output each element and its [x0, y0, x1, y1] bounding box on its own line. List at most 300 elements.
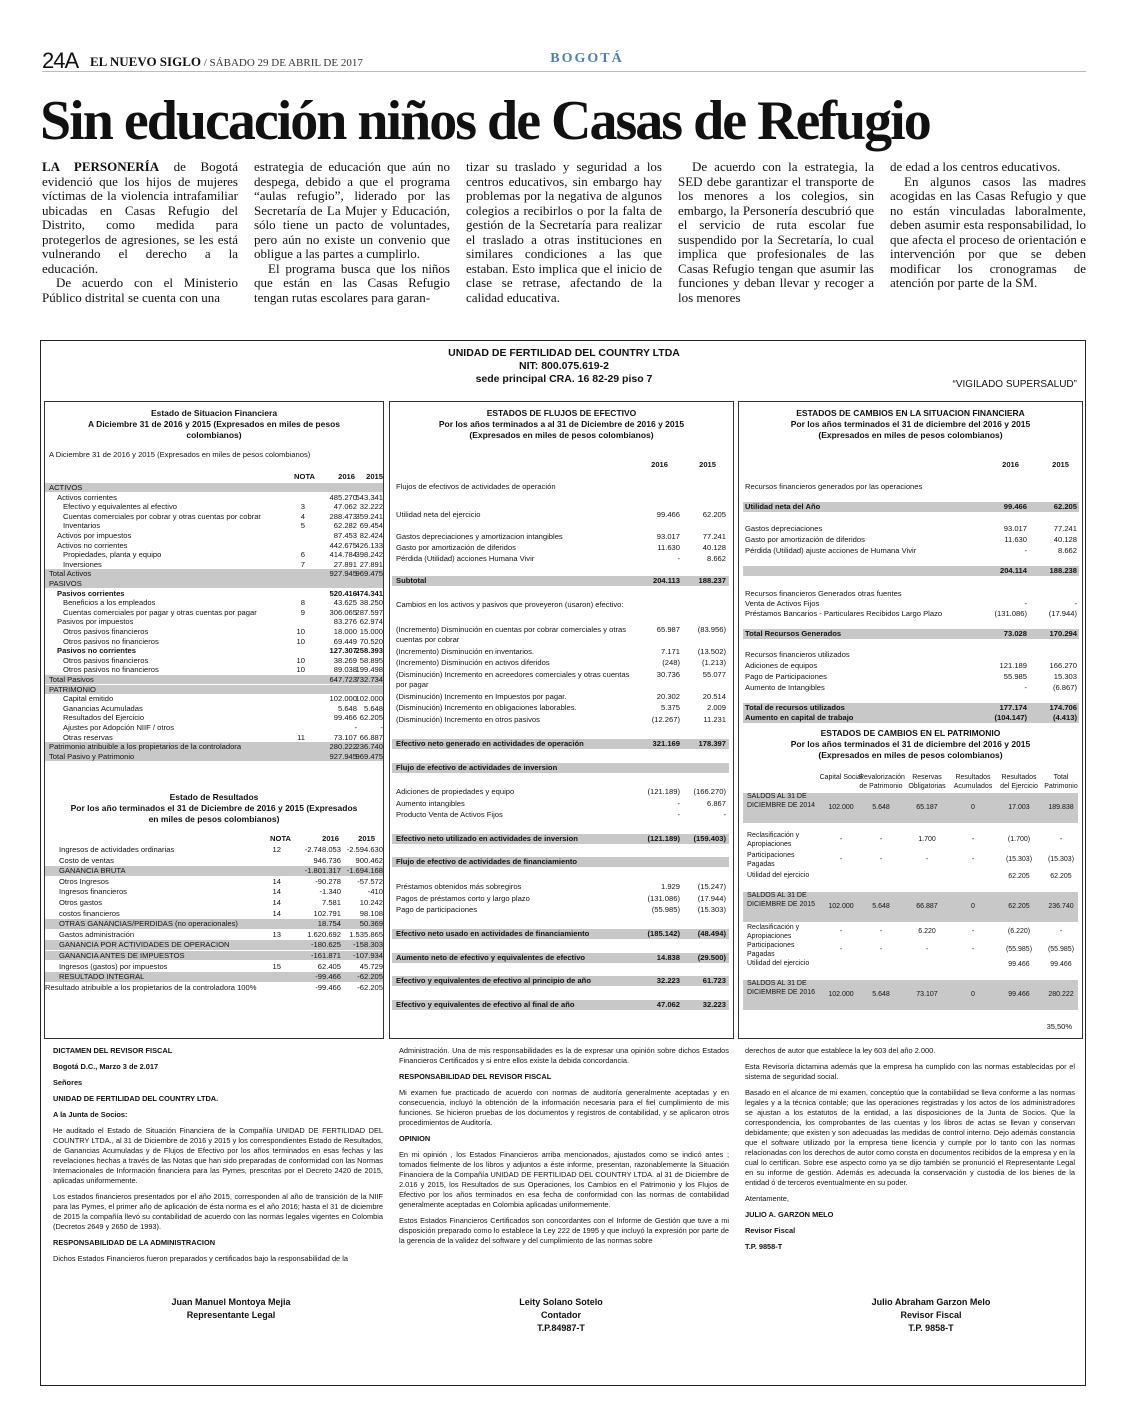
table-row — [743, 703, 1079, 713]
row-value-2016: 121.189 — [999, 661, 1027, 670]
table-row — [45, 550, 383, 559]
table-row — [743, 650, 1079, 660]
equity-value: - — [879, 855, 883, 863]
row-value-2015: 178.397 — [698, 739, 726, 748]
paragraph — [42, 160, 238, 276]
equity-value: 62.205 — [1008, 872, 1030, 880]
table-row — [45, 919, 383, 928]
table-row — [45, 877, 383, 886]
row-value-2015: -62.205 — [357, 982, 383, 992]
equity-value: - — [879, 835, 883, 843]
row-value-2015: 5.648 — [363, 703, 383, 713]
row-note: 15 — [272, 961, 281, 971]
table-row — [392, 810, 729, 820]
row-value-2015: 732.734 — [355, 675, 383, 684]
row-label: Cuentas comerciales por cobrar y otras cuentas por cobrar — [63, 511, 261, 521]
company-header — [41, 347, 1087, 386]
equity-row — [743, 980, 1078, 1010]
row-note: 9 — [300, 607, 305, 617]
row-value-2016: 14.838 — [656, 953, 680, 962]
row-value-2016: 99.466 — [1003, 502, 1027, 511]
row-value-2016: 946.736 — [313, 855, 341, 865]
table-row — [45, 608, 383, 617]
row-value-2015: - — [1074, 599, 1077, 608]
row-label: Préstamos Bancarios - Particulares Recibidos Largo Plazo — [745, 609, 943, 618]
row-label: Otros pasivos financieros — [63, 627, 149, 636]
equity-value: 65.187 — [916, 803, 938, 811]
table-row — [45, 723, 383, 732]
row-label: Otros pasivos no financieros — [63, 636, 159, 646]
row-label: (Disminución) Incremento en Impuestos por pagar. — [396, 692, 567, 701]
row-value-2016: 11.630 — [657, 543, 680, 552]
row-note: 11 — [297, 732, 305, 742]
table-row — [45, 898, 383, 907]
row-value-2016: 27.891 — [333, 559, 357, 569]
row-label: Capital emitido — [63, 694, 114, 704]
audit-opinion-col1 — [53, 1046, 383, 1270]
panel-subtitle: Por los año terminados el 31 de Diciembre de 2016 y 2015 (Expresados — [70, 803, 358, 813]
row-label: (Incremento) Disminución en cuentas por cobrar comerciales y otras cuentas por cobrar — [396, 625, 627, 644]
equity-value: (55.985) — [1005, 945, 1033, 953]
table-row — [743, 629, 1079, 639]
row-value-2015: 900.462 — [355, 855, 383, 865]
row-label: Reclasificación y Apropiaciones — [747, 832, 800, 848]
table-row — [743, 524, 1079, 534]
row-value-2016: 73.028 — [1003, 629, 1027, 638]
row-note: 14 — [272, 908, 281, 918]
row-label: Gastos depreciaciones — [745, 524, 823, 533]
row-value-2016: -2.748.053 — [304, 845, 341, 854]
row-label: Aumento en capital de trabajo — [745, 713, 854, 722]
row-label: Inventarios — [63, 521, 101, 531]
header-y2015: 2015 — [699, 460, 716, 469]
row-value-2016: (104.147) — [994, 713, 1027, 722]
table-row — [45, 694, 383, 703]
equity-value: 102.000 — [828, 803, 854, 811]
changes-title — [739, 402, 1082, 441]
signer-license: T.P.84987-T — [537, 1323, 585, 1333]
row-value-2015: 543.341 — [355, 492, 383, 502]
row-value-2015: 236.740 — [355, 742, 383, 752]
row-value-2015: 15.000 — [359, 627, 383, 636]
company-nit: NIT: 800.075.619-2 — [519, 360, 609, 372]
row-value-2016: 5.648 — [337, 703, 357, 713]
paragraph: De acuerdo con el Ministerio Público distrital se cuenta con una — [42, 275, 238, 305]
row-value-2015: 58.895 — [359, 655, 383, 665]
row-label: Préstamos obtenidos más sobregiros — [396, 882, 522, 891]
article-column-4 — [678, 160, 874, 320]
note-text: A Diciembre 31 de 2016 y 2015 (Expresados en miles de pesos colombianos) — [49, 450, 311, 459]
row-note: 3 — [300, 502, 305, 512]
row-label: Total Pasivo y Patrimonio — [49, 751, 135, 761]
row-label: Efectivo neto utilizado en actividades de inversion — [396, 834, 578, 843]
equity-row — [743, 872, 1078, 882]
panel-subtitle: Por los años terminados el 31 de diciembre del 2016 y 2015 — [790, 739, 1031, 749]
table-row — [45, 887, 383, 896]
signer-name: Juan Manuel Montoya Mejia — [171, 1297, 291, 1307]
row-note: 14 — [272, 876, 281, 886]
row-label: Efectivo y equivalentes de efectivo al final de año — [396, 1000, 575, 1009]
row-value-2016: 93.017 — [656, 532, 680, 541]
row-value-2015: (159.403) — [693, 834, 726, 843]
table-row — [392, 894, 729, 904]
row-label: Ingresos de actividades ordinarias — [59, 845, 175, 854]
equity-value: - — [925, 855, 929, 863]
signer-name: Julio Abraham Garzon Melo — [871, 1297, 991, 1307]
equity-value: (15.303) — [1047, 855, 1075, 863]
opinion-paragraph: Dichos Estados Financieros fueron preparados y certificados bajo la responsabilidad de la — [53, 1254, 348, 1263]
row-value-2016: 927.945 — [329, 751, 357, 761]
row-value-2015: 77.241 — [1053, 524, 1077, 533]
equity-value: - — [971, 835, 975, 843]
equity-value: - — [1059, 835, 1063, 843]
table-row — [45, 483, 383, 492]
row-value-2016: 93.017 — [1003, 524, 1027, 533]
row-label: Otros pasivos no financieros — [63, 665, 159, 675]
row-value-2016: (121.189) — [647, 787, 680, 796]
row-value-2016: (185.142) — [647, 929, 680, 938]
row-value-2015: -62.205 — [357, 972, 383, 982]
row-value-2015: 426.133 — [355, 540, 383, 550]
row-value-2015: 15.303 — [1053, 672, 1077, 681]
equity-value: 0 — [971, 902, 975, 910]
equity-value: 99.466 — [1008, 960, 1030, 968]
table-row — [45, 983, 383, 992]
row-label: Activos no corrientes — [57, 540, 128, 550]
equity-value: (55.985) — [1047, 945, 1075, 953]
row-value-2016: 83.276 — [333, 617, 357, 627]
section-heading: UNIDAD DE FERTILIDAD DEL COUNTRY LTDA. — [53, 1094, 219, 1103]
equity-value: - — [971, 855, 975, 863]
row-label: Total Pasivos — [49, 675, 94, 684]
row-value-2015: 32.223 — [702, 1000, 726, 1009]
table-row — [392, 799, 729, 809]
row-value-2015: 474.341 — [355, 588, 383, 598]
panel-title: ESTADOS DE FLUJOS DE EFECTIVO — [486, 408, 637, 418]
row-value-2016: - — [1024, 599, 1027, 608]
table-row — [45, 909, 383, 918]
table-row — [392, 905, 729, 915]
row-value-2016: -161.871 — [311, 951, 341, 960]
changes-panel — [738, 401, 1083, 1039]
equity-value: 189.838 — [1048, 803, 1074, 811]
row-value-2016: (248) — [662, 658, 680, 667]
table-row — [45, 502, 383, 511]
table-row — [45, 656, 383, 665]
cash-flow-title — [390, 402, 733, 441]
section-heading: RESPONSABILIDAD DE LA ADMINISTRACION — [53, 1238, 216, 1247]
opinion-paragraph: He auditado el Estado de Situación Financiera de la Compañía UNIDAD DE FERTILIDAD DEL COUNTRY LTDA., al 31 de Diciembre de 2016 y 2015 y los correspondientes Estado de Resultados, de Ganancias Acumuladas y de Flujos de Efectivo por los años terminados en esas fechas y las revelaciones hechas a través de las Notas que han sido preparadas de conformidad con las Normas Internacionales de Información financiera para las Pymes, prescritas por el Decreto 2420 de 2015, aplicadas uniformemente. — [53, 1126, 383, 1185]
row-value-2016: 414.784 — [329, 550, 357, 560]
row-value-2015: (83.956) — [697, 625, 726, 634]
balance-sheet-panel — [44, 401, 384, 1039]
row-label: (Incremento) Disminución en inventarios. — [396, 647, 535, 656]
equity-value: (15.303) — [1005, 855, 1033, 863]
panel-title: Estado de Situacion Financiera — [150, 408, 278, 418]
row-value-2016: 927.945 — [329, 569, 357, 579]
row-value-2016: 306.065 — [329, 607, 357, 617]
table-row — [45, 752, 383, 761]
table-row — [392, 929, 729, 939]
row-label: Gasto por amortización de diferidos — [745, 535, 865, 544]
row-value-2015: 40.128 — [1053, 535, 1077, 544]
row-label: Beneficios a los empleados — [63, 598, 156, 608]
row-value-2015: 166.270 — [1049, 661, 1077, 670]
row-value-2015: 102.000 — [355, 694, 383, 704]
row-value-2016: 18.000 — [333, 627, 357, 636]
row-label: Efectivo y equivalentes de efectivo al principio de año — [396, 976, 591, 985]
row-label: Total Activos — [49, 569, 92, 579]
opinion-paragraph: Esta Revisoría dictamina además que la empresa ha cumplido con las normas establecidas por el sistema de seguridad social. — [745, 1062, 1075, 1081]
row-note: 5 — [300, 521, 305, 531]
row-value-2015: 45.729 — [359, 961, 383, 971]
row-value-2015: (29.500) — [697, 953, 726, 962]
row-label: Venta de Activos Fijos — [745, 599, 820, 608]
page-number: 24A — [42, 48, 79, 73]
equity-value: 102.000 — [828, 990, 854, 998]
row-label: Aumento neto de efectivo y equivalentes de efectivo — [396, 953, 586, 962]
vigilado-label: “VIGILADO SUPERSALUD” — [952, 379, 1077, 390]
row-label: PATRIMONIO — [49, 684, 96, 694]
equity-value: 73.107 — [916, 990, 938, 998]
row-value-2015: 70.520 — [359, 636, 383, 646]
row-label: (Disminución) Incremento en obligaciones laborables. — [396, 703, 577, 712]
row-label: Utilidad del ejercicio — [747, 960, 810, 967]
section-heading: DICTAMEN DEL REVISOR FISCAL — [53, 1046, 173, 1055]
equity-column-header: Resultados del Ejercicio — [1000, 774, 1038, 790]
equity-row — [743, 852, 1078, 868]
table-row — [743, 535, 1079, 545]
equity-value: (1.700) — [1007, 835, 1031, 843]
row-label: Pago de participaciones — [396, 905, 478, 914]
row-value-2015: (17.944) — [1048, 609, 1077, 618]
row-value-2015: 969.475 — [355, 751, 383, 761]
row-label: Utilidad neta del ejercicio — [396, 510, 481, 519]
row-label: Recursos financieros generados por las operaciones — [745, 482, 923, 491]
row-value-2016: -1.801.317 — [304, 866, 341, 876]
row-value-2015: 20.514 — [702, 692, 726, 701]
row-value-2016: - — [1024, 546, 1027, 555]
row-label: Reclasificación y Apropiaciones — [747, 924, 800, 940]
row-value-2016: 321.169 — [652, 739, 680, 748]
row-value-2016: 102.000 — [329, 694, 357, 704]
equity-row — [743, 892, 1078, 922]
equity-value: - — [879, 927, 883, 935]
row-label: Pérdida (Utilidad) acciones Humana Vivir — [396, 554, 535, 563]
row-label: Pago de Participaciones — [745, 672, 827, 681]
table-row — [392, 647, 729, 657]
opinion-paragraph: Atentamente, — [745, 1194, 789, 1203]
row-label: Utilidad del ejercicio — [747, 872, 810, 879]
row-label: Aumento intangibles — [396, 799, 465, 808]
row-value-2015: 1.535.865 — [349, 929, 383, 939]
paragraph: tizar su traslado y seguridad a los centros educativos, sin embargo hay problemas por la negativa de algunos colegios a recibirlos o por la falta de gestión de la Secretaría para realizar el traslado a otras instituciones en similares condiciones a las que estaban. Esto implica que el inicio de clase se retrase, afectando de la calidad educativa. — [466, 160, 662, 305]
row-value-2016: - — [1024, 683, 1027, 692]
equity-value: - — [839, 945, 843, 953]
row-value-2016: 69.449 — [333, 636, 357, 646]
percentage-value: 35,50% — [1046, 1022, 1072, 1031]
header-y2016: 2016 — [322, 834, 339, 843]
row-value-2015: (13.502) — [697, 647, 726, 656]
row-label: Otras reservas — [63, 732, 113, 742]
column-headers — [739, 460, 1082, 469]
row-value-2016: 99.466 — [656, 510, 680, 519]
row-value-2016: 47.062 — [656, 1000, 680, 1009]
row-label: Cuentas comerciales por pagar y otras cuentas por pagar — [63, 607, 257, 617]
row-note: 14 — [272, 898, 281, 907]
table-row — [45, 962, 383, 971]
row-note: 4 — [300, 511, 305, 521]
row-value-2016: (12.267) — [651, 715, 680, 724]
signer-name: Leity Solano Sotelo — [519, 1297, 603, 1307]
row-label: (Disminución) Incremento en otros pasivos — [396, 715, 540, 724]
row-value-2015: 38.250 — [359, 598, 383, 608]
paragraph: De acuerdo con la estrategia, la SED debe garantizar el transporte de los menores a los colegios, sin embargo, la Personería descubrió que el servicio de ruta escolar fue suspendido por la Secretaría, lo cual implica que profesionales de las Casas Refugio tengan que asumir las funciones y deban llevar y recoger a los menores — [678, 160, 874, 305]
row-label: Flujos de efectivos de actividades de operación — [396, 482, 556, 491]
row-value-2015: 398.242 — [355, 550, 383, 560]
row-label: (Incremento) Disminución en activos diferidos — [396, 658, 550, 667]
row-value-2016: 7.581 — [321, 898, 341, 907]
row-value-2015: 199.498 — [355, 665, 383, 675]
equity-row — [743, 942, 1078, 958]
table-row — [392, 658, 729, 668]
paragraph: estrategia de educación que aún no despega, debido a que el programa “aulas refugio”, liderado por las Secretaría de La Mujer y Educación, sólo tiene un pacto de voluntades, pero aún no existe un convenio que obligue a las partes a cumplirlo. — [254, 160, 450, 261]
table-row — [45, 742, 383, 751]
row-value-2015: 11.231 — [703, 715, 726, 724]
table-row — [45, 733, 383, 742]
panel-note — [45, 450, 383, 459]
row-value-2015: 61.723 — [702, 976, 726, 985]
table-row — [392, 670, 729, 690]
table-row — [45, 704, 383, 713]
row-value-2015: 62.205 — [702, 510, 726, 519]
table-row — [743, 672, 1079, 682]
table-row — [392, 1000, 729, 1010]
equity-column-header: Total Patrimonio — [1044, 774, 1078, 790]
row-value-2016: 55.985 — [1003, 672, 1027, 681]
equity-value: (6.220) — [1007, 927, 1031, 935]
row-value-2015: -158.303 — [353, 940, 383, 950]
row-label: Gastos administración — [59, 929, 135, 939]
signature-fiscal-auditor — [831, 1296, 1031, 1335]
row-label: PASIVOS — [49, 579, 82, 588]
row-value-2015: 82.424 — [359, 531, 383, 540]
column-headers — [390, 460, 733, 469]
row-value-2016: -90.278 — [315, 876, 341, 886]
table-row — [743, 502, 1079, 512]
row-value-2016: - — [677, 799, 680, 808]
row-value-2016: (121.189) — [647, 834, 680, 843]
panel-subtitle: en miles de pesos colombianos) — [148, 814, 280, 824]
row-value-2016: - — [354, 723, 357, 732]
issue-date: / SÁBADO 29 DE ABRIL DE 2017 — [201, 57, 363, 69]
row-value-2016: 520.416 — [329, 588, 357, 598]
table-row — [743, 482, 1079, 492]
row-value-2016: 30.736 — [656, 670, 680, 679]
equity-value: 17.003 — [1008, 803, 1030, 811]
table-row — [45, 646, 383, 655]
row-label: Inversiones — [63, 559, 102, 569]
row-value-2016: 87.453 — [333, 531, 357, 540]
row-value-2015: 188.237 — [698, 576, 726, 585]
row-value-2016: 204.113 — [652, 576, 680, 585]
row-label: Pasivos por impuestos — [57, 617, 134, 627]
newspaper-name — [90, 54, 363, 70]
row-value-2015: 2.009 — [706, 703, 726, 712]
row-label: Producto Venta de Activos Fijos — [396, 810, 503, 819]
row-label: Recursos financieros utilizados — [745, 650, 850, 659]
equity-value: 66.887 — [916, 902, 938, 910]
row-value-2015: 27.891 — [359, 559, 383, 569]
row-value-2016: -99.466 — [315, 982, 341, 992]
table-row — [45, 856, 383, 865]
equity-value: 280.222 — [1048, 990, 1074, 998]
row-value-2016: 280.222 — [329, 742, 357, 752]
header-y2015: 2015 — [1052, 460, 1069, 469]
panel-title: ESTADOS DE CAMBIOS EN LA SITUACION FINANCIERA — [796, 408, 1025, 418]
table-row — [45, 493, 383, 502]
table-row — [45, 569, 383, 578]
row-value-2015: 258.393 — [355, 646, 383, 656]
row-label: Resultados del Ejercicio — [63, 713, 145, 723]
equity-value: - — [1059, 927, 1063, 935]
header-y2016: 2016 — [1002, 460, 1019, 469]
header-nota: NOTA — [270, 834, 291, 843]
row-value-2016: 47.062 — [333, 502, 357, 512]
section-heading: RESPONSABILIDAD DEL REVISOR FISCAL — [399, 1072, 552, 1081]
row-note: 8 — [300, 598, 305, 608]
row-label: Flujo de efectivo de actividades de inversion — [396, 763, 558, 772]
equity-value: 5.648 — [872, 990, 890, 998]
table-row — [45, 665, 383, 674]
section-heading: JULIO A. GARZON MELO — [745, 1210, 834, 1219]
equity-column-header: Capital Social — [819, 774, 863, 781]
row-value-2015: 40.128 — [702, 543, 726, 552]
row-label: Propiedades, planta y equipo — [63, 550, 162, 560]
table-row — [45, 866, 383, 875]
row-label: Total Recursos Generados — [745, 629, 842, 638]
article-column-3 — [466, 160, 662, 320]
table-row — [45, 589, 383, 598]
row-label: Participaciones Pagadas — [747, 942, 795, 958]
row-value-2015: 62.205 — [359, 713, 383, 723]
row-note: 6 — [300, 550, 305, 560]
opinion-paragraph: Los estados financieros presentados por el año 2015, corresponden al año de transición de la NIIF para las Pymes, el primer año de aplicación de ésta norma es el año 2016; hasta el 31 de diciembre de 2015 la compañía llevó su contabilidad de acuerdo con las normas legales vigentes en Colombia (Decretos 2649 y 2650 de 1993). — [53, 1192, 383, 1231]
row-value-2015: 98.108 — [359, 908, 383, 918]
row-value-2016: 1.620.692 — [307, 929, 341, 939]
row-value-2015: (48.494) — [697, 929, 726, 938]
row-label: Pasivos no corrientes — [57, 646, 136, 656]
row-label: Activos por impuestos — [57, 531, 132, 540]
row-label: Total de recursos utilizados — [745, 703, 845, 712]
row-label: Aumento de Intangibles — [745, 683, 825, 692]
row-label: Cambios en los activos y pasivos que proveyeron (usaron) efectivo: — [396, 600, 624, 609]
row-value-2015: 8.662 — [706, 554, 726, 563]
table-row — [45, 541, 383, 550]
row-value-2016: 5.375 — [660, 703, 680, 712]
table-row — [392, 787, 729, 797]
table-row — [392, 482, 729, 492]
paper-name: EL NUEVO SIGLO — [90, 54, 201, 69]
opinion-paragraph: En mi opinión , los Estados Financieros arriba mencionados, ajustados como se indicó antes ; tomados fielmente de los libros y adjuntos a éste informe, presentan, razonablemente la Situación Financiera de la Compañía UNIDAD DE FERTILIDAD DEL COUNTRY LTDA. al 31 de Diciembre de 2.016 y 2015, los Resultados de sus Operaciones, los Cambios en el Patrimonio y los Flujos de Efectivo por los años terminados en esa fecha de conformidad con las normas de contabilidad generalmente aceptadas en Colombia aplicadas uniformemente. — [399, 1150, 729, 1209]
row-label: Efectivo neto usado en actividades de financiamiento — [396, 929, 590, 938]
row-value-2015: 170.294 — [1049, 629, 1077, 638]
panel-title: ESTADOS DE CAMBIOS EN EL PATRIMONIO — [820, 728, 1001, 738]
company-name: UNIDAD DE FERTILIDAD DEL COUNTRY LTDA — [448, 347, 680, 359]
row-value-2016: -180.625 — [311, 940, 341, 950]
row-value-2015: 77.241 — [702, 532, 726, 541]
row-label: Recursos financieros Generados otras fuentes — [745, 589, 902, 598]
